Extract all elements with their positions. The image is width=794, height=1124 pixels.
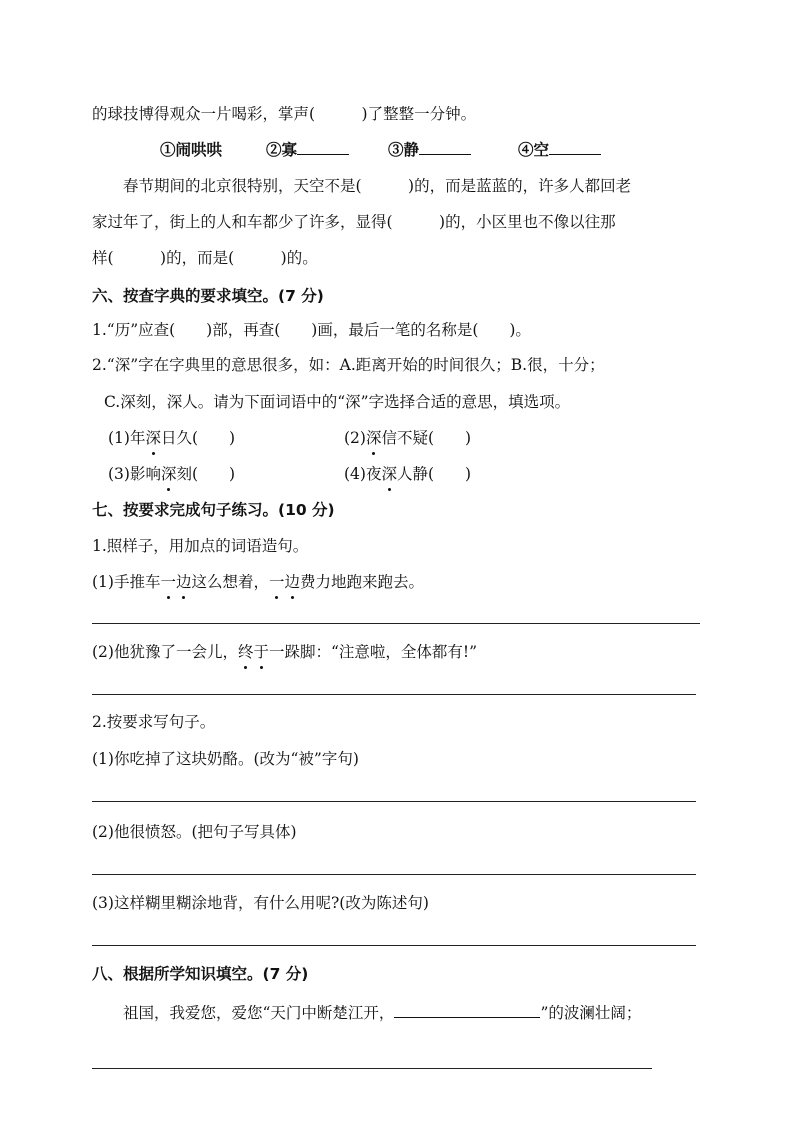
rewrite-3: (3)这样糊里糊涂地背，有什么用呢?(改为陈述句) xyxy=(92,894,429,912)
answer-line-6[interactable] xyxy=(92,1068,652,1069)
section-6-title: 六、按查字典的要求填空。(7 分) xyxy=(92,287,324,305)
option-4 xyxy=(518,140,601,160)
poem-fill-line xyxy=(123,1003,641,1023)
item-4-post: 人静( ) xyxy=(396,465,472,483)
section-7-q1: 1.照样子，用加点的词语造句。 xyxy=(92,537,309,555)
item-2-pre: (2) xyxy=(344,429,366,447)
s1-part-e: 费力地跑来跑去。 xyxy=(300,573,425,591)
option-4-blank[interactable] xyxy=(549,140,601,155)
item-2-dotted-char: 深 xyxy=(365,429,382,447)
s2-part-a: (2)他犹豫了一会儿， xyxy=(92,643,238,661)
item-3-post: 刻( ) xyxy=(176,465,236,483)
answer-line-4[interactable] xyxy=(92,874,696,875)
s1-dotted-1: 一边 xyxy=(160,573,192,591)
option-2 xyxy=(266,140,349,160)
option-4-label: ④空 xyxy=(518,140,550,159)
rewrite-2: (2)他很愤怒。(把句子写具体) xyxy=(92,823,297,841)
poem-fill-blank[interactable] xyxy=(394,1003,540,1018)
example-sentence-2 xyxy=(92,642,477,662)
section-8-title: 八、根据所学知识填空。(7 分) xyxy=(92,965,309,983)
item-2 xyxy=(344,428,471,448)
section-6-q2-line2: C.深刻，深人。请为下面词语中的“深”字选择合适的意思，填选项。 xyxy=(104,393,571,411)
section-6-q1: 1.“历”应查( )部，再查( )画，最后一笔的名称是( )。 xyxy=(92,321,531,339)
item-1-post: 日久( ) xyxy=(160,429,236,447)
option-2-label: ②寡 xyxy=(266,140,298,159)
item-1-pre: (1)年 xyxy=(108,429,146,447)
option-3-blank[interactable] xyxy=(419,140,471,155)
item-3-dotted-char: 深 xyxy=(160,465,177,483)
item-3 xyxy=(108,464,235,484)
item-1-dotted-char: 深 xyxy=(145,429,161,447)
option-2-blank[interactable] xyxy=(297,140,349,155)
poem-fill-suffix: ”的波澜壮阔； xyxy=(540,1004,642,1022)
s1-part-a: (1)手推车 xyxy=(92,573,161,591)
answer-line-5[interactable] xyxy=(92,945,696,946)
fill-sentence-applause: 的球技博得观众一片喝彩，掌声( )了整整一分钟。 xyxy=(92,105,477,123)
rewrite-1: (1)你吃掉了这块奶酪。(改为“被”字句) xyxy=(92,750,359,768)
example-sentence-1 xyxy=(92,572,424,592)
item-1 xyxy=(108,428,235,448)
section-7-q2: 2.按要求写句子。 xyxy=(92,713,216,731)
section-7-title: 七、按要求完成句子练习。(10 分) xyxy=(92,501,335,519)
s1-part-c: 这么想着， xyxy=(191,573,270,591)
answer-line-1[interactable] xyxy=(92,623,700,624)
s2-part-c: 一跺脚：“注意啦，全体都有!” xyxy=(269,643,478,661)
item-4-dotted-char: 深 xyxy=(381,465,397,483)
paragraph-line-1: 春节期间的北京很特别，天空不是( )的，而是蓝蓝的，许多人都回老 xyxy=(123,177,632,195)
item-4-pre: (4)夜 xyxy=(344,465,382,483)
item-2-post: 信不疑( ) xyxy=(381,429,472,447)
option-3 xyxy=(388,140,471,160)
s1-dotted-2: 一边 xyxy=(269,573,301,591)
option-1: ①闹哄哄 xyxy=(160,140,223,159)
item-4 xyxy=(344,464,471,484)
poem-fill-prefix: 祖国，我爱您，爱您“天门中断楚江开， xyxy=(123,1004,395,1022)
answer-line-2[interactable] xyxy=(92,694,696,695)
paragraph-line-2: 家过年了，街上的人和车都少了许多，显得( )的，小区里也不像以往那 xyxy=(92,213,616,231)
section-6-q2-line1: 2.“深”字在字典里的意思很多，如：A.距离开始的时间很久；B.很，十分； xyxy=(92,356,605,374)
option-3-label: ③静 xyxy=(388,140,420,159)
s2-dotted: 终于 xyxy=(237,643,269,661)
paragraph-line-3: 样( )的，而是( )的。 xyxy=(92,249,318,267)
answer-line-3[interactable] xyxy=(92,801,696,802)
item-3-pre: (3)影响 xyxy=(108,465,161,483)
